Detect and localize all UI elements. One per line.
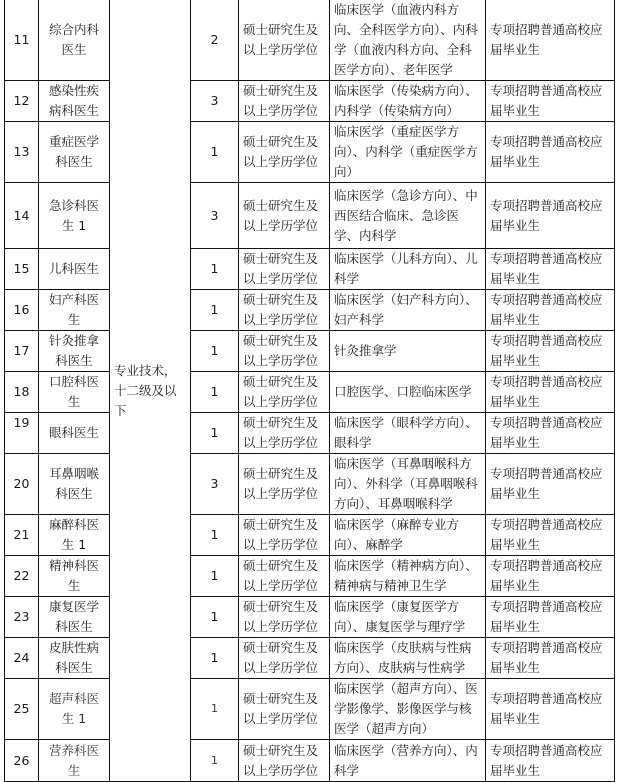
major-requirement: 临床医学（传染病方向）、内科学（传染病方向） bbox=[330, 81, 486, 122]
education-requirement: 硕士研究生及以上学历学位 bbox=[239, 249, 330, 290]
major-requirement: 临床医学（康复医学方向）、康复医学与理疗学 bbox=[330, 597, 486, 638]
education-requirement: 硕士研究生及以上学历学位 bbox=[239, 638, 330, 679]
table-row bbox=[5, 372, 615, 413]
major-requirement: 临床医学（血液内科方向、全科医学方向）、内科学（血液内科方向、全科医学方向）、老年医学 bbox=[330, 0, 486, 81]
recruitment-table bbox=[4, 0, 615, 782]
education-requirement: 硕士研究生及以上学历学位 bbox=[239, 183, 330, 249]
row-number: 25 bbox=[5, 679, 39, 740]
major-requirement: 临床医学（麻醉专业方向）、麻醉学 bbox=[330, 515, 486, 556]
row-number: 15 bbox=[5, 249, 39, 290]
table-row bbox=[5, 0, 615, 81]
education-requirement: 硕士研究生及以上学历学位 bbox=[239, 81, 330, 122]
hiring-count: 1 bbox=[191, 515, 239, 556]
major-requirement: 临床医学（眼科学方向）、眼科学 bbox=[330, 413, 486, 454]
other-requirement: 专项招聘普通高校应届毕业生 bbox=[486, 638, 615, 679]
hiring-count: 3 bbox=[191, 81, 239, 122]
hiring-count: 3 bbox=[191, 183, 239, 249]
education-requirement: 硕士研究生及以上学历学位 bbox=[239, 413, 330, 454]
position-name: 针灸推拿科医生 bbox=[39, 331, 110, 372]
position-name: 综合内科医生 bbox=[39, 0, 110, 81]
hiring-count: 1 bbox=[191, 679, 239, 740]
other-requirement: 专项招聘普通高校应届毕业生 bbox=[486, 515, 615, 556]
education-requirement: 硕士研究生及以上学历学位 bbox=[239, 372, 330, 413]
major-requirement: 针灸推拿学 bbox=[330, 331, 486, 372]
table-row bbox=[5, 249, 615, 290]
other-requirement: 专项招聘普通高校应届毕业生 bbox=[486, 122, 615, 183]
education-requirement: 硕士研究生及以上学历学位 bbox=[239, 122, 330, 183]
table-row bbox=[5, 515, 615, 556]
other-requirement: 专项招聘普通高校应届毕业生 bbox=[486, 81, 615, 122]
major-requirement: 临床医学（耳鼻咽喉科方向）、外科学（耳鼻咽喉科方向）、耳鼻咽喉科学 bbox=[330, 454, 486, 515]
other-requirement: 专项招聘普通高校应届毕业生 bbox=[486, 331, 615, 372]
major-requirement: 临床医学（皮肤病与性病方向）、皮肤病与性病学 bbox=[330, 638, 486, 679]
row-number: 13 bbox=[5, 122, 39, 183]
hiring-count: 1 bbox=[191, 638, 239, 679]
position-name: 妇产科医生 bbox=[39, 290, 110, 331]
other-requirement: 专项招聘普通高校应届毕业生 bbox=[486, 454, 615, 515]
hiring-count: 1 bbox=[191, 740, 239, 782]
hiring-count: 3 bbox=[191, 454, 239, 515]
major-requirement: 临床医学（精神病方向）、精神病与精神卫生学 bbox=[330, 556, 486, 597]
row-number: 19 bbox=[5, 413, 39, 454]
row-number: 21 bbox=[5, 515, 39, 556]
table-row bbox=[5, 556, 615, 597]
position-level: 专业技术，十二级及以下 bbox=[110, 0, 191, 782]
row-number: 12 bbox=[5, 81, 39, 122]
other-requirement: 专项招聘普通高校应届毕业生 bbox=[486, 556, 615, 597]
table-row bbox=[5, 679, 615, 740]
position-name: 眼科医生 bbox=[39, 413, 110, 454]
table-row bbox=[5, 331, 615, 372]
position-name: 耳鼻咽喉科医生 bbox=[39, 454, 110, 515]
education-requirement: 硕士研究生及以上学历学位 bbox=[239, 679, 330, 740]
table-row bbox=[5, 638, 615, 679]
education-requirement: 硕士研究生及以上学历学位 bbox=[239, 556, 330, 597]
position-name: 重症医学科医生 bbox=[39, 122, 110, 183]
table-row bbox=[5, 81, 615, 122]
position-name: 感染性疾病科医生 bbox=[39, 81, 110, 122]
other-requirement: 专项招聘普通高校应届毕业生 bbox=[486, 0, 615, 81]
row-number: 24 bbox=[5, 638, 39, 679]
hiring-count: 2 bbox=[191, 0, 239, 81]
major-requirement: 口腔医学、口腔临床医学 bbox=[330, 372, 486, 413]
row-number: 14 bbox=[5, 183, 39, 249]
other-requirement: 专项招聘普通高校应届毕业生 bbox=[486, 372, 615, 413]
position-name: 儿科医生 bbox=[39, 249, 110, 290]
row-number: 16 bbox=[5, 290, 39, 331]
other-requirement: 专项招聘普通高校应届毕业生 bbox=[486, 290, 615, 331]
education-requirement: 硕士研究生及以上学历学位 bbox=[239, 515, 330, 556]
major-requirement: 临床医学（儿科方向）、儿科学 bbox=[330, 249, 486, 290]
row-number: 18 bbox=[5, 372, 39, 413]
education-requirement: 硕士研究生及以上学历学位 bbox=[239, 454, 330, 515]
position-name: 急诊科医生 1 bbox=[39, 183, 110, 249]
row-number: 23 bbox=[5, 597, 39, 638]
hiring-count: 1 bbox=[191, 372, 239, 413]
hiring-count: 1 bbox=[191, 331, 239, 372]
education-requirement: 硕士研究生及以上学历学位 bbox=[239, 331, 330, 372]
other-requirement: 专项招聘普通高校应届毕业生 bbox=[486, 597, 615, 638]
other-requirement: 专项招聘普通高校应届毕业生 bbox=[486, 183, 615, 249]
table-row bbox=[5, 122, 615, 183]
table-row bbox=[5, 597, 615, 638]
position-name: 精神科医生 bbox=[39, 556, 110, 597]
major-requirement: 临床医学（急诊方向）、中西医结合临床、急诊医学、内科学 bbox=[330, 183, 486, 249]
other-requirement: 专项招聘普通高校应届毕业生 bbox=[486, 679, 615, 740]
hiring-count: 1 bbox=[191, 290, 239, 331]
hiring-count: 1 bbox=[191, 413, 239, 454]
hiring-count: 1 bbox=[191, 249, 239, 290]
row-number: 17 bbox=[5, 331, 39, 372]
table-row bbox=[5, 290, 615, 331]
position-name: 皮肤性病科医生 bbox=[39, 638, 110, 679]
row-number: 11 bbox=[5, 0, 39, 81]
education-requirement: 硕士研究生及以上学历学位 bbox=[239, 740, 330, 782]
table-row bbox=[5, 183, 615, 249]
education-requirement: 硕士研究生及以上学历学位 bbox=[239, 290, 330, 331]
other-requirement: 专项招聘普通高校应届毕业生 bbox=[486, 740, 615, 782]
other-requirement: 专项招聘普通高校应届毕业生 bbox=[486, 249, 615, 290]
position-name: 口腔科医生 bbox=[39, 372, 110, 413]
major-requirement: 临床医学（超声方向）、医学影像学、影像医学与核医学（超声方向） bbox=[330, 679, 486, 740]
row-number: 22 bbox=[5, 556, 39, 597]
major-requirement: 临床医学（重症医学方向）、内科学（重症医学方向） bbox=[330, 122, 486, 183]
table-row bbox=[5, 413, 615, 454]
other-requirement: 专项招聘普通高校应届毕业生 bbox=[486, 413, 615, 454]
position-name: 营养科医生 bbox=[39, 740, 110, 782]
major-requirement: 临床医学（妇产科方向）、妇产科学 bbox=[330, 290, 486, 331]
major-requirement: 临床医学（营养方向）、内科学 bbox=[330, 740, 486, 782]
row-number: 20 bbox=[5, 454, 39, 515]
hiring-count: 1 bbox=[191, 597, 239, 638]
row-number: 26 bbox=[5, 740, 39, 782]
table-row bbox=[5, 740, 615, 782]
education-requirement: 硕士研究生及以上学历学位 bbox=[239, 0, 330, 81]
hiring-count: 1 bbox=[191, 556, 239, 597]
position-name: 麻醉科医生 1 bbox=[39, 515, 110, 556]
position-name: 康复医学科医生 bbox=[39, 597, 110, 638]
table-row bbox=[5, 454, 615, 515]
position-name: 超声科医生 1 bbox=[39, 679, 110, 740]
education-requirement: 硕士研究生及以上学历学位 bbox=[239, 597, 330, 638]
hiring-count: 1 bbox=[191, 122, 239, 183]
